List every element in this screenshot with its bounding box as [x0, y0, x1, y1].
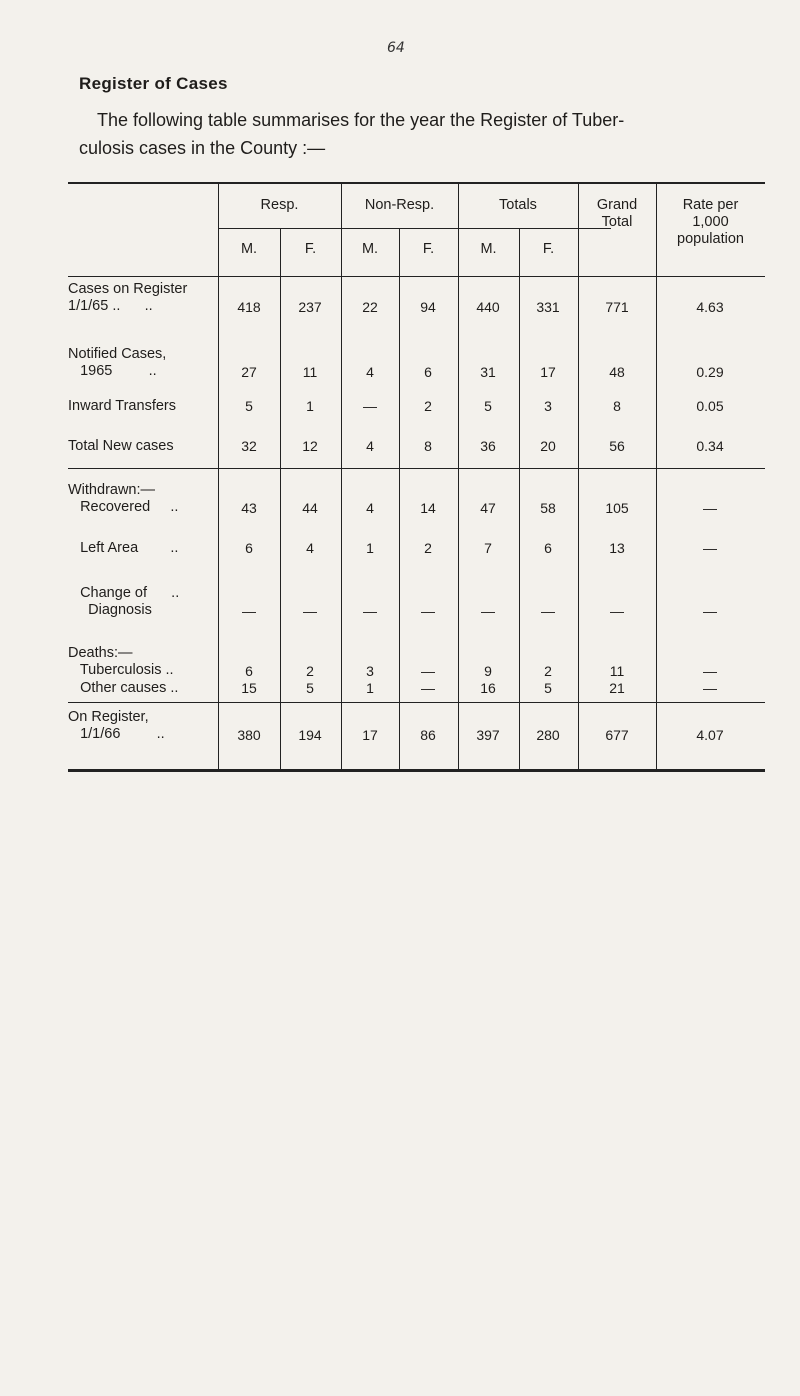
table-cell: 17 [362, 727, 378, 743]
row-label-continued: 1/1/66 .. [68, 726, 165, 742]
header-grand-total-line1: Grand [596, 197, 638, 213]
table-cell: 2 [306, 663, 314, 679]
row-label-continued: Recovered .. [68, 499, 179, 515]
header-resp: Resp. [260, 197, 299, 213]
row-label-continued: 1/1/65 .. .. [68, 298, 153, 314]
header-grand-total [578, 197, 656, 231]
table-cell: 7 [484, 540, 492, 556]
table-cell: 6 [245, 663, 253, 679]
rule-top [68, 182, 765, 184]
table-cell: 3 [366, 663, 374, 679]
row-label: On Register, [68, 709, 149, 725]
header-non-resp: Non-Resp. [364, 197, 435, 213]
rule-bottom [68, 769, 765, 772]
table-cell: 22 [362, 299, 378, 315]
table-cell: 11 [609, 663, 625, 679]
page-title: Register of Cases [79, 74, 228, 93]
row-label: Cases on Register [68, 281, 188, 297]
table-cell: 1 [366, 680, 374, 696]
table-cell: — [703, 540, 717, 556]
table-cell: 13 [609, 540, 625, 556]
header-rate-line1: Rate per [682, 197, 739, 213]
table-cell: 440 [476, 299, 500, 315]
table-cell: 5 [544, 680, 552, 696]
table-cell: — [703, 680, 717, 696]
table-cell: 5 [245, 398, 253, 414]
table-cell: — [703, 500, 717, 516]
table-cell: 194 [298, 727, 322, 743]
table-cell: 44 [302, 500, 318, 516]
table-cell: 15 [241, 680, 257, 696]
table-cell: 27 [241, 364, 257, 380]
table-cell: 4 [366, 438, 374, 454]
col-divider [656, 182, 657, 772]
table-cell: 418 [237, 299, 261, 315]
row-label: Notified Cases, [68, 346, 167, 362]
subheader-f: F. [542, 241, 555, 257]
row-label: Change of .. [68, 585, 180, 601]
table-cell: 14 [420, 500, 436, 516]
table-cell: 331 [536, 299, 560, 315]
table-cell: 56 [609, 438, 625, 454]
table-cell: 31 [480, 364, 496, 380]
table-cell: 17 [540, 364, 556, 380]
table-cell: 397 [476, 727, 500, 743]
table-cell: 105 [605, 500, 629, 516]
table-cell: 2 [424, 540, 432, 556]
table-cell: — [703, 663, 717, 679]
intro-line-2: culosis cases in the County :— [79, 138, 326, 158]
table-cell: 677 [605, 727, 629, 743]
table-cell: 0.05 [696, 398, 724, 414]
table-cell: 9 [484, 663, 492, 679]
table-cell: 380 [237, 727, 261, 743]
col-divider [578, 182, 579, 772]
table-cell: — [242, 603, 256, 619]
page-number: 64 [387, 40, 405, 56]
table-cell: 4.07 [696, 727, 724, 743]
table-cell: 47 [480, 500, 496, 516]
table-cell: — [421, 603, 435, 619]
rule-section-1 [68, 468, 765, 469]
table-cell: 4 [366, 364, 374, 380]
table-cell: — [303, 603, 317, 619]
table-cell: 0.29 [696, 364, 724, 380]
row-label: Other causes .. [68, 680, 179, 696]
rule-section-2 [68, 702, 765, 703]
header-rate [656, 197, 765, 248]
table-cell: 8 [424, 438, 432, 454]
header-grand-total-line2: Total [601, 214, 633, 230]
intro-paragraph [79, 106, 769, 162]
rule-sub-header [218, 228, 611, 229]
table-cell: 6 [544, 540, 552, 556]
table-cell: 21 [609, 680, 625, 696]
table-cell: 86 [420, 727, 436, 743]
row-label-continued: 1965 .. [68, 363, 157, 379]
table-cell: 58 [540, 500, 556, 516]
subheader-f: F. [304, 241, 317, 257]
row-label: Withdrawn:— [68, 482, 156, 498]
table-cell: 4.63 [696, 299, 724, 315]
table-cell: 16 [480, 680, 496, 696]
row-label-continued: Tuberculosis .. [68, 662, 174, 678]
table-cell: 4 [366, 500, 374, 516]
table-cell: 6 [245, 540, 253, 556]
table-cell: 94 [420, 299, 436, 315]
table-cell: 5 [306, 680, 314, 696]
table-cell: 8 [613, 398, 621, 414]
table-cell: 280 [536, 727, 560, 743]
table-cell: — [421, 663, 435, 679]
table-cell: 1 [306, 398, 314, 414]
row-label: Inward Transfers [68, 398, 176, 414]
table-cell: 5 [484, 398, 492, 414]
table-cell: 6 [424, 364, 432, 380]
table-cell: 237 [298, 299, 322, 315]
table-cell: 1 [366, 540, 374, 556]
row-label: Left Area .. [68, 540, 179, 556]
rule-header-bottom [68, 276, 765, 277]
header-rate-line2: 1,000 [692, 214, 729, 230]
table-cell: 0.34 [696, 438, 724, 454]
table-cell: 4 [306, 540, 314, 556]
header-rate-line3: population [677, 231, 744, 247]
subheader-m: M. [480, 241, 497, 257]
table-cell: — [363, 603, 377, 619]
row-label: Total New cases [68, 438, 174, 454]
table-cell: — [610, 603, 624, 619]
table-cell: 2 [424, 398, 432, 414]
table-cell: 2 [544, 663, 552, 679]
row-label: Deaths:— [68, 645, 133, 661]
table-cell: 771 [605, 299, 629, 315]
table-cell: 43 [241, 500, 257, 516]
table-cell: 12 [302, 438, 318, 454]
subheader-f: F. [422, 241, 435, 257]
table-cell: — [703, 603, 717, 619]
row-label-continued: Diagnosis [68, 602, 152, 618]
table-cell: 20 [540, 438, 556, 454]
intro-line-1: The following table summarises for the year the Register of Tuber- [97, 110, 625, 130]
table-cell: — [421, 680, 435, 696]
subheader-m: M. [240, 241, 258, 257]
table-cell: — [481, 603, 495, 619]
table-cell: 32 [241, 438, 257, 454]
subheader-m: M. [361, 241, 379, 257]
table-cell: 3 [544, 398, 552, 414]
header-totals: Totals [499, 197, 537, 213]
register-table [68, 182, 765, 774]
table-cell: 48 [609, 364, 625, 380]
table-cell: — [363, 398, 377, 414]
table-cell: 36 [480, 438, 496, 454]
table-cell: 11 [302, 364, 318, 380]
table-cell: — [541, 603, 555, 619]
